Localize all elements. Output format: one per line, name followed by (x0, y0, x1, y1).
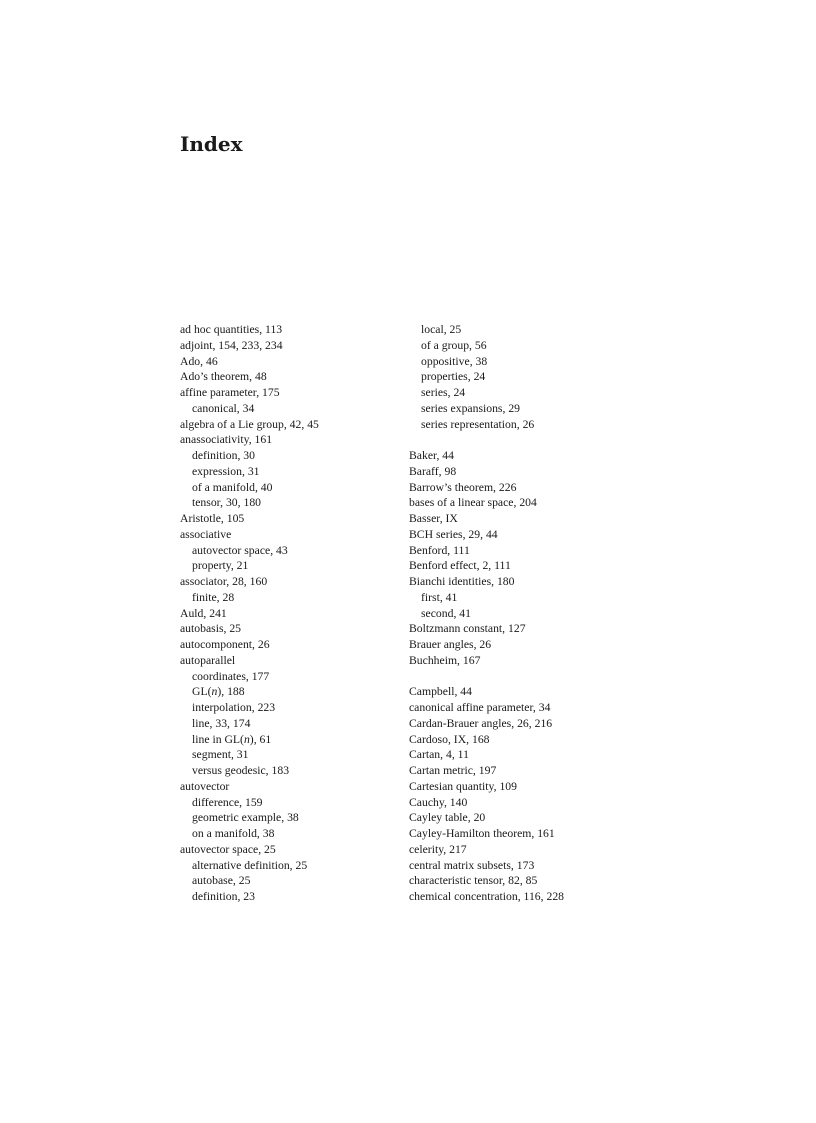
index-subentry: properties, 24 (421, 370, 486, 384)
index-subentry: line in GL(n), 61 (192, 732, 272, 746)
index-entry: Baraff, 98 (409, 464, 457, 478)
index-entry: Ado’s theorem, 48 (180, 370, 267, 384)
index-entry: autoparallel (180, 653, 236, 667)
index-entry: Cayley table, 20 (409, 811, 486, 825)
index-entry: Campbell, 44 (409, 685, 472, 699)
index-entry: Buchheim, 167 (409, 653, 481, 667)
index-entry: affine parameter, 175 (180, 386, 280, 399)
index-subentry: on a manifold, 38 (192, 827, 275, 840)
index-entry: Benford, 111 (409, 543, 470, 557)
index-entry: Barrow’s theorem, 226 (409, 480, 517, 494)
index-entry: associative (180, 527, 232, 541)
index-entry: bases of a linear space, 204 (409, 496, 537, 510)
index-subentry: second, 41 (421, 606, 471, 620)
index-subentry: autovector space, 43 (192, 543, 288, 557)
page-title: Index (180, 132, 243, 156)
index-subentry: versus geodesic, 183 (192, 764, 290, 777)
index-entry: Benford effect, 2, 111 (409, 559, 511, 573)
index-subentry: GL(n), 188 (192, 685, 245, 699)
index-group-spacer (409, 669, 629, 685)
index-subentry: oppositive, 38 (421, 354, 488, 368)
index-subentry: alternative definition, 25 (192, 858, 308, 872)
index-subentry: series representation, 26 (421, 417, 535, 431)
index-subentry: canonical, 34 (192, 401, 255, 415)
index-entry: Cartan, 4, 11 (409, 748, 469, 762)
index-subentry: series expansions, 29 (421, 401, 521, 415)
index-entry: chemical concentration, 116, 228 (409, 890, 565, 903)
index-entry: Basser, IX (409, 512, 458, 525)
index-entry: Brauer angles, 26 (409, 638, 492, 651)
index-entry: associator, 28, 160 (180, 575, 268, 588)
index-entry: BCH series, 29, 44 (409, 527, 498, 541)
index-subentry: series, 24 (421, 386, 466, 399)
index-entry: autocomponent, 26 (180, 638, 270, 651)
index-entry: Boltzmann constant, 127 (409, 622, 526, 636)
index-subentry: difference, 159 (192, 795, 263, 809)
index-entry: anassociativity, 161 (180, 433, 273, 447)
index-entry: Cartan metric, 197 (409, 764, 497, 777)
index-entry: Baker, 44 (409, 449, 454, 462)
index-subentry: interpolation, 223 (192, 701, 276, 714)
index-entry: Cardan-Brauer angles, 26, 216 (409, 716, 553, 730)
index-entry: algebra of a Lie group, 42, 45 (180, 417, 319, 431)
index-subentry: autobase, 25 (192, 874, 251, 888)
index-subentry: definition, 23 (192, 890, 255, 903)
index-subentry: line, 33, 174 (192, 716, 251, 730)
index-entry: Cardoso, IX, 168 (409, 732, 490, 746)
index-entry: characteristic tensor, 82, 85 (409, 874, 538, 888)
index-entry: Cauchy, 140 (409, 795, 468, 809)
index-entry: Cartesian quantity, 109 (409, 779, 517, 793)
index-entry: central matrix subsets, 173 (409, 858, 535, 872)
index-subentry: expression, 31 (192, 464, 260, 478)
index-entry: autovector (180, 779, 230, 793)
index-entry: autobasis, 25 (180, 622, 242, 636)
index-subentry: first, 41 (421, 590, 458, 604)
index-entry: Ado, 46 (180, 354, 218, 368)
index-subentry: geometric example, 38 (192, 811, 299, 825)
index-subentry: property, 21 (192, 559, 249, 573)
index-entry: adjoint, 154, 233, 234 (180, 338, 283, 352)
index-subentry: definition, 30 (192, 449, 255, 462)
index-subentry: coordinates, 177 (192, 669, 270, 683)
index-entry: Aristotle, 105 (180, 512, 245, 525)
index-entry: Cayley-Hamilton theorem, 161 (409, 827, 555, 840)
index-subentry: tensor, 30, 180 (192, 496, 262, 510)
index-subentry: finite, 28 (192, 590, 235, 604)
index-subentry: segment, 31 (192, 748, 249, 762)
index-group-spacer (409, 432, 629, 448)
index-column-right (409, 322, 629, 905)
index-subentry: of a group, 56 (421, 338, 487, 352)
index-entry: canonical affine parameter, 34 (409, 701, 551, 714)
index-entry: ad hoc quantities, 113 (180, 323, 283, 336)
index-subentry: of a manifold, 40 (192, 480, 273, 494)
index-column-left (180, 322, 400, 905)
index-entry: Bianchi identities, 180 (409, 575, 515, 588)
index-subentry: local, 25 (421, 323, 462, 336)
index-entry: celerity, 217 (409, 842, 467, 856)
index-entry: autovector space, 25 (180, 842, 276, 856)
index-entry: Auld, 241 (180, 606, 227, 620)
